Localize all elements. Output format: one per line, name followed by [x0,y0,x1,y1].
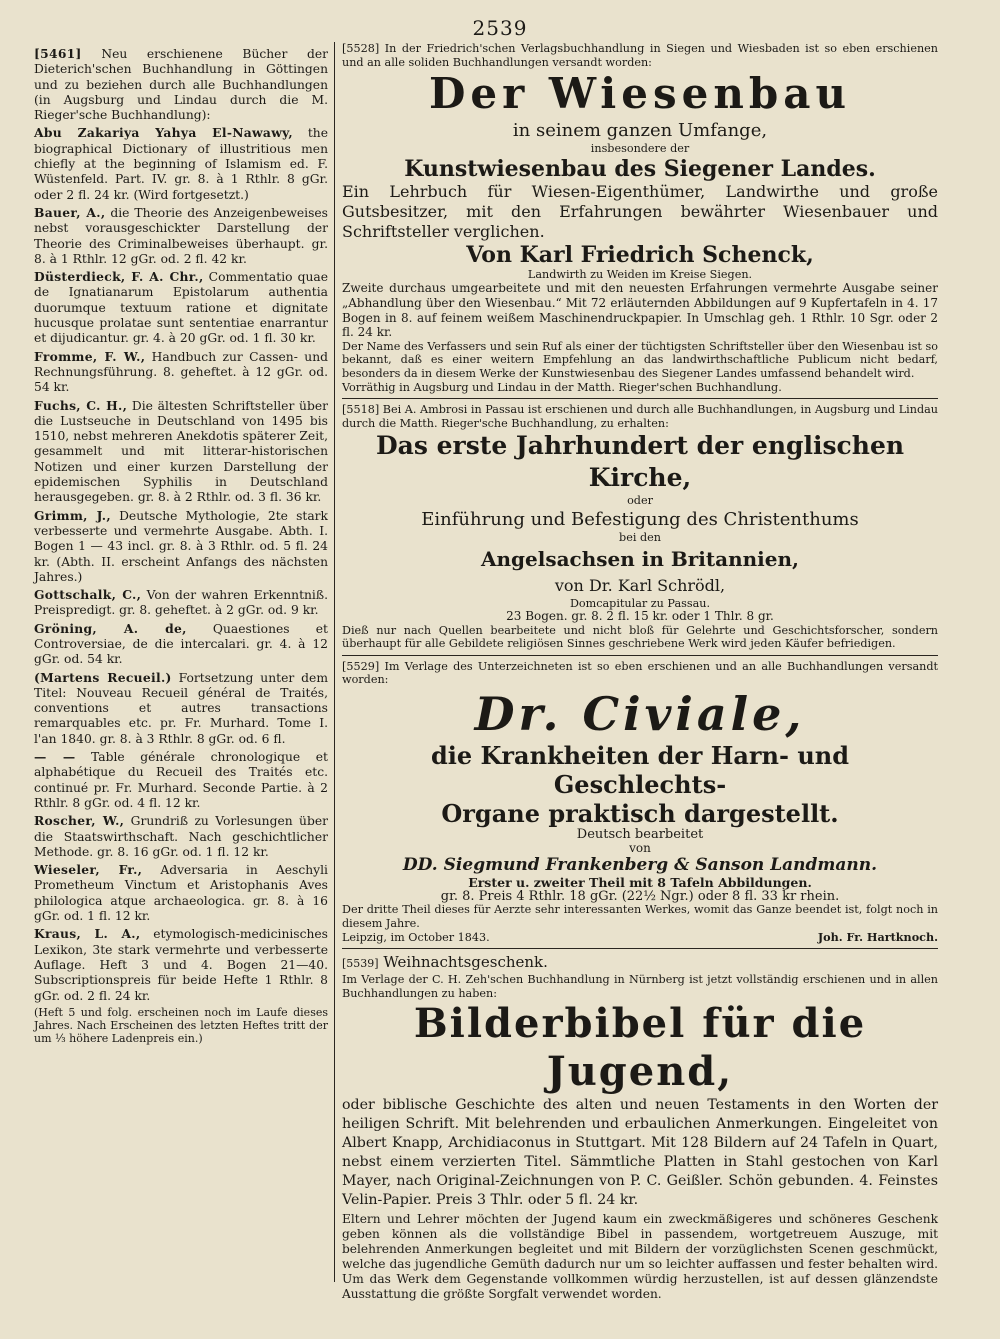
ad-subtitle: Organe praktisch dargestellt. [441,799,839,829]
ad-5529 [342,660,938,944]
ad-text: bei den [619,530,661,544]
ad-title: Dr. Civiale, [474,687,806,742]
list-item: [5461] Neu erschienene Bücher der Dieterich'schen Buchhandlung in Göttingen und zu beziehen durch alle Buchhandlungen (in Augsburg und Lindau durch die M. Rieger'sche Buchhandlung): [34,46,328,123]
list-item: Wieseler, Fr., Adversaria in Aeschyli Prometheum Vinctum et Aristophanis Aves philologica atque archaeologica. gr. 8. à 16 gGr. od. 1 fl. 12 kr. [34,862,328,924]
list-item: Gottschalk, C., Von der wahren Erkenntniß. Preispredigt. gr. 8. geheftet. à 2 gGr. od. 9 kr. [34,587,328,618]
ad-title: Der Wiesenbau [428,69,852,119]
left-column-book-list [34,46,328,1047]
ad-author-note: Landwirth zu Weiden im Kreise Siegen. [527,267,753,281]
ad-author: Von Karl Friedrich Schenck, [466,241,814,268]
list-item: Roscher, W., Grundriß zu Vorlesungen über die Staatswirthschaft. Nach geschichtlicher Methode. gr. 8. 16 gGr. od. 1 fl. 12 kr. [34,813,328,859]
ad-intro: Im Verlage der C. H. Zeh'schen Buchhandlung in Nürnberg ist jetzt vollständig erschienen und in allen Buchhandlungen zu haben: [342,973,938,1000]
list-item: Gröning, A. de, Quaestiones et Controversiae, de die intercalari. gr. 4. à 12 gGr. od. 54 kr. [34,620,328,667]
ad-authors: DD. Siegmund Frankenberg & Sanson Landmann. [402,855,878,876]
ad-kicker: Weihnachtsgeschenk. [383,953,548,972]
list-item: Fromme, F. W., Handbuch zur Cassen- und Rechnungsführung. 8. geheftet. à 12 gGr. od. 54 kr. [34,348,328,395]
ad-text: Deutsch bearbeitet [576,827,704,843]
ad-5528 [342,42,938,394]
ad-text: von [629,840,651,855]
ad-stock: Vorräthig in Augsburg und Lindau in der Matth. Rieger'schen Buchhandlung. [342,380,782,394]
ad-5539 [342,953,938,1302]
list-item: Kraus, L. A., etymologisch-medicinisches Lexikon, 3te stark vermehrte und verbesserte Auflage. Heft 3 und 4. Bogen 21—40. Subscriptionspreis für beide Hefte 1 Rthlr. 8 gGr. od. 2 fl. 24 kr. [34,926,328,1003]
ad-place: Leipzig, im October 1843. [342,930,490,944]
right-column-ads [342,42,938,1302]
ad-title: Bilderbibel für die Jugend, [413,1000,867,1096]
list-item: Abu Zakariya Yahya El-Nawawy, the biographical Dictionary of illustritious men chiefly at the beginning of Islamism ed. F. Wüstenfeld. Part. IV. gr. 8. à 1 Rthlr. 8 gGr. oder 2 fl. 24 kr. (Wird fortgesetzt.) [34,125,328,202]
ad-text: oder [627,494,653,508]
ad-subtitle: in seinem ganzen Umfange, [512,120,768,142]
column-divider [334,42,335,1282]
ad-publisher: Joh. Fr. Hartknoch. [817,929,938,944]
page-number: 2539 [472,16,528,40]
ad-price: gr. 8. Preis 4 Rthlr. 18 gGr. (22½ Ngr.) oder 8 fl. 33 kr rhein. [440,888,840,904]
list-item: Fuchs, C. H., Die ältesten Schriftsteller über die Lustseuche in Deutschland von 1495 bis 1510, nebst mehreren Anekdotis späterer Zeit, gesammelt und mit litterar-historischen Notizen und einer kurzen Darstellung der epidemischen Syphilis in Deutschland herausgegeben. gr. 8. à 2 Rthlr. od. 3 fl. 36 kr. [34,397,328,505]
ad-5518 [342,403,938,651]
ad-footer [342,931,938,945]
ad-edition: Zweite durchaus umgearbeitete und mit den neuesten Erfahrungen vermehrte Ausgabe seiner „Abhandlung über den Wiesenbau.“ Mit 72 erläuternden Abbildungen auf 9 Kupfertafeln in 4. 17 Bogen in 8. auf feinem weißem Maschinendruckpapier. In Umschlag geh. 1 Rthlr. 10 Sgr. oder 2 fl. 24 kr. [342,281,938,340]
ad-subtitle: Kunstwiesenbau des Siegener Landes. [404,155,876,182]
ad-subtitle: Angelsachsen in Britannien, [480,546,800,571]
list-item: Düsterdieck, F. A. Chr., Commentatio quae de Ignatianarum Epistolarum authentia duorumque textuum ratione et dignitate hucusque prolatae sunt sententiae enarrantur et dijudicantur. gr. 4. à 20 gGr. od. 1 fl. 30 kr. [34,269,328,346]
ad-note: Dieß nur nach Quellen bearbeitete und nicht bloß für Gelehrte und Geschichtsforscher, sondern überhaupt für alle Gebildete religiösen Sinnes geschriebene Werk wird jeden Käufer befriedigen. [342,623,938,651]
ad-note: Der Name des Verfassers und sein Ruf als einer der tüchtigsten Schriftsteller über den Wiesenbau ist so bekannt, daß es einer weitern Empfehlung an das landwirthschaftliche Publicum nicht bedarf, besonders da in diesem Werke der Kunstwiesenbau des Siegener Landes umfassend behandelt wird. [342,339,938,380]
ad-author-note: Domcapitular zu Passau. [569,596,711,610]
ad-note: Eltern und Lehrer möchten der Jugend kaum ein zweckmäßigeres und schöneres Geschenk geben können als die vollständige Bibel in passendem, wortgetreuem Auszuge, mit belehrenden Anmerkungen begleitet und mit Bildern der vorzüglichsten Scenen geschmückt, welche das jugendliche Gemüth dadurch nur um so leichter auffassen und fester behalten wird. Um das Werk dem Gegenstande vollkommen würdig herzustellen, ist auf dessen glänzendste Ausstattung die größte Sorgfalt verwendet worden. [342,1212,938,1302]
ad-subtitle: die Krankheiten der Harn- und Geschlechts- [430,741,850,800]
divider [342,655,938,656]
list-item: — — Table générale chronologique et alphabétique du Recueil des Traités etc. continué pr. Fr. Murhard. Seconde Partie. à 2 Rthlr. 8 gGr. od. 4 fl. 12 kr. [34,749,328,810]
ad-author: von Dr. Karl Schrödl, [554,575,726,595]
ad-note: Der dritte Theil dieses für Aerzte sehr interessanten Werkes, womit das Ganze beendet ist, folgt noch in diesem Jahre. [342,903,938,931]
ad-parts: Erster u. zweiter Theil mit 8 Tafeln Abbildungen. [468,875,812,891]
ad-description: Ein Lehrbuch für Wiesen-Eigenthümer, Landwirthe und große Gutsbesitzer, mit den Erfahrungen bewährter Wiesenbauer und Schriftsteller verglichen. [342,181,938,241]
ad-intro: [5529] Im Verlage des Unterzeichneten ist so eben erschienen und an alle Buchhandlungen versandt worden: [342,659,938,687]
divider [342,398,938,399]
ad-title: Das erste Jahrhundert der englischen Kirche, [375,431,905,493]
ad-subtitle: insbesondere der [590,142,690,156]
list-item: Bauer, A., die Theorie des Anzeigenbeweises nebst vorausgeschickter Darstellung der Theorie des Criminalbeweises überhaupt. gr. 8. à 1 Rthlr. 12 gGr. od. 2 fl. 42 kr. [34,204,328,266]
ad-subtitle: Einführung und Befestigung des Christenthums [421,508,859,530]
divider [342,948,938,949]
ad-description: oder biblische Geschichte des alten und neuen Testaments in den Worten der heiligen Schrift. Mit belehrenden und erbaulichen Anmerkungen. Eingeleitet von Albert Knapp, Archidiaconus in Stuttgart. Mit 128 Bildern auf 24 Tafeln in Quart, nebst einem verzierten Titel. Sämmtliche Platten in Stahl gestochen von Karl Mayer, nach Original-Zeichnungen von P. C. Geißler. Schön gebunden. 4. Feinstes Velin-Papier. Preis 3 Thlr. oder 5 fl. 24 kr. [342,1097,938,1209]
ad-number: [5539] [342,957,379,971]
list-item: (Martens Recueil.) Fortsetzung unter dem Titel: Nouveau Recueil général de Traités, conventions et autres transactions remarquables etc. pr. Fr. Murhard. Tome I. l'an 1840. gr. 8. à 3 Rthlr. 8 gGr. od. 6 fl. [34,669,328,746]
list-item: Grimm, J., Deutsche Mythologie, 2te stark verbesserte und vermehrte Ausgabe. Abth. I. Bogen 1 — 43 incl. gr. 8. à 3 Rthlr. od. 5 fl. 24 kr. (Abth. II. erscheint Anfangs des nächsten Jahres.) [34,507,328,584]
ad-header [342,953,938,973]
footnote: (Heft 5 und folg. erscheinen noch im Laufe dieses Jahres. Nach Erscheinen des letzten Heftes tritt der um ⅓ höhere Ladenpreis ein.) [34,1005,328,1045]
ad-intro: [5528] In der Friedrich'schen Verlagsbuchhandlung in Siegen und Wiesbaden ist so eben erschienen und an alle soliden Buchhandlungen versandt worden: [342,42,938,69]
ad-price: 23 Bogen. gr. 8. 2 fl. 15 kr. oder 1 Thlr. 8 gr. [506,609,774,624]
ad-intro: [5518] Bei A. Ambrosi in Passau ist erschienen und durch alle Buchhandlungen, in Augsburg und Lindau durch die Matth. Rieger'sche Buchhandlung, zu erhalten: [342,403,938,430]
